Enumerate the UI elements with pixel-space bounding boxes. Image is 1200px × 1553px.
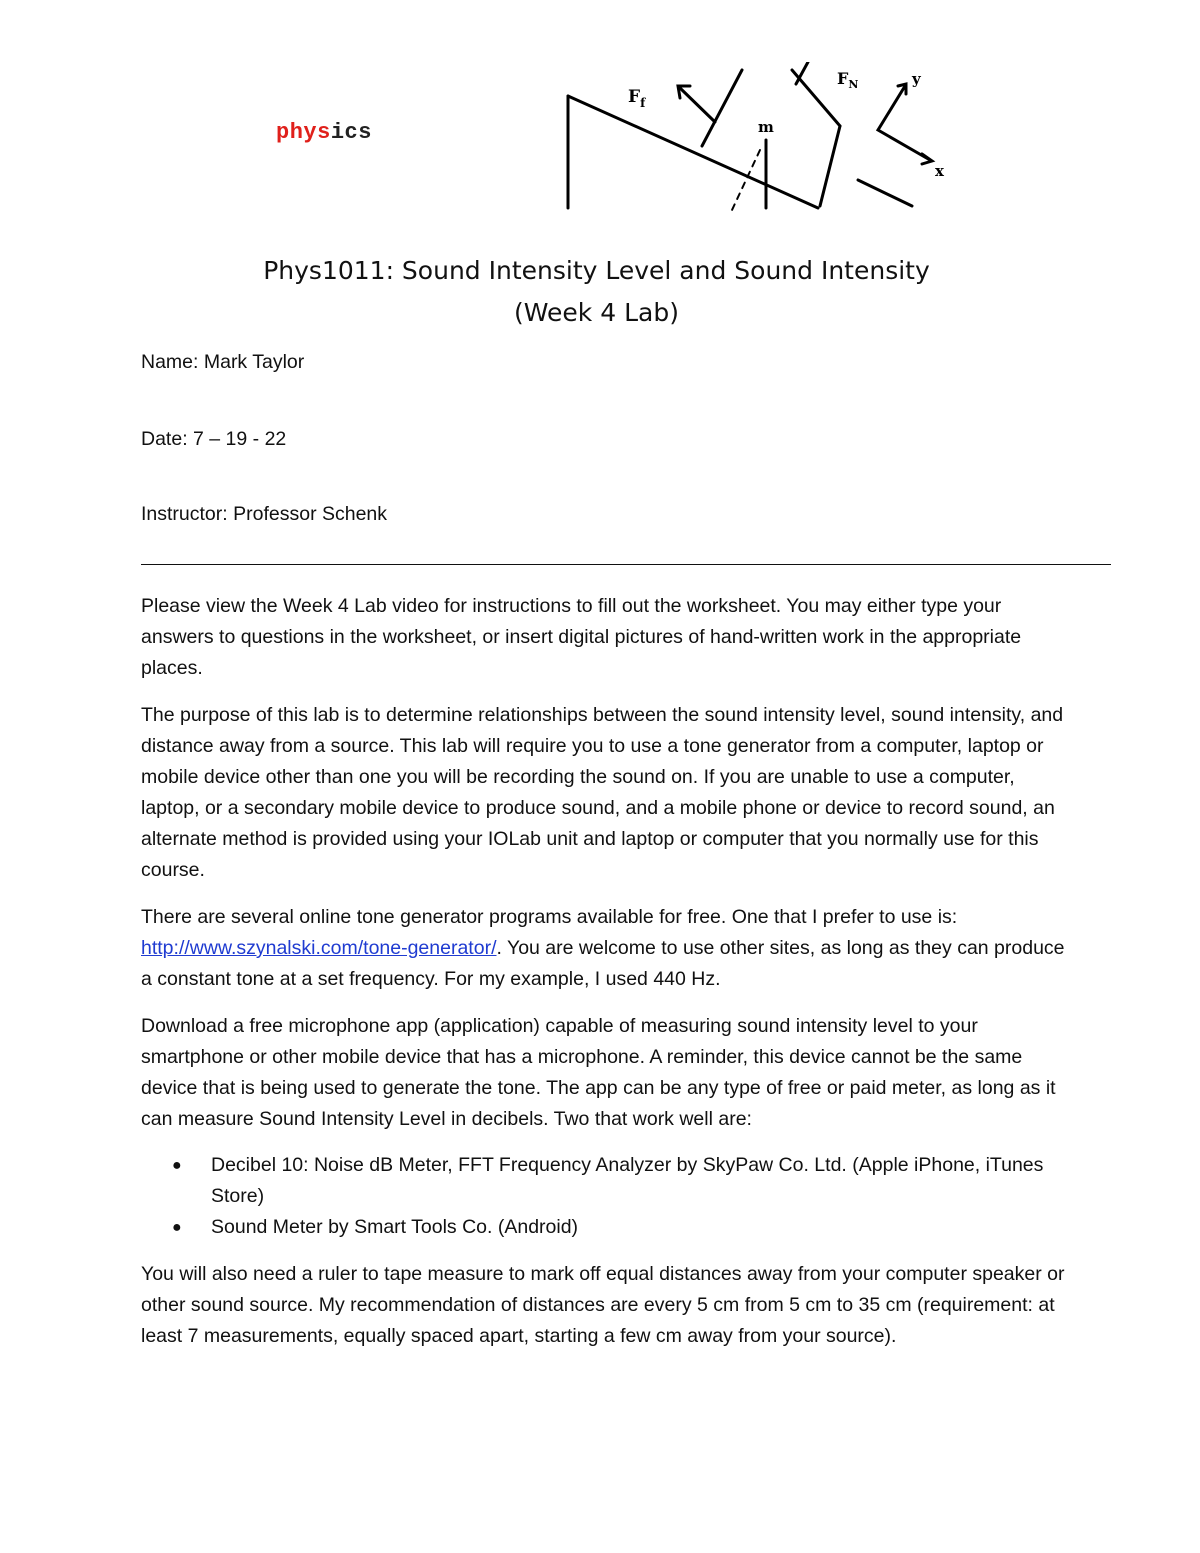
document-subtitle: (Week 4 Lab) <box>514 298 679 327</box>
bullet-icon: ● <box>172 1157 182 1174</box>
list-item: ● Decibel 10: Noise dB Meter, FFT Frequency Analyzer by SkyPaw Co. Ltd. (Apple iPhone, iTunes Store) <box>141 1150 1071 1212</box>
logo-part-red: phys <box>276 120 331 145</box>
name-field: Name: Mark Taylor <box>141 351 305 373</box>
label-x-axis: x <box>935 162 944 180</box>
label-mass: m <box>758 118 774 136</box>
friction-arrow-shaft <box>680 88 715 122</box>
ruler-paragraph: You will also need a ruler to tape measure to mark off equal distances away from your computer speaker or other sound source. My recommendation of distances are every 5 cm from 5 cm to 35 cm (requirement: at least 7 measurements, equally spaced apart, starting a few cm away from your source). <box>141 1263 1065 1347</box>
bullet-icon: ● <box>172 1219 182 1236</box>
document-title: Phys1011: Sound Intensity Level and Sound Intensity <box>263 256 930 285</box>
label-normal: $F_N$ <box>837 69 859 91</box>
bottom-arrow-line <box>858 180 912 206</box>
app-list <box>141 1150 1071 1243</box>
block-left-edge <box>702 70 742 146</box>
block-bottom-edge <box>820 126 840 206</box>
incline-slope <box>568 96 818 208</box>
label-y-axis: y <box>912 70 921 88</box>
purpose-paragraph: The purpose of this lab is to determine relationships between the sound intensity level, sound intensity, and distance away from a source. This lab will require you to use a tone generator from a computer, laptop or mobile device other than one you will be recording the sound on. If you are unable to use a computer, laptop, or a secondary mobile device to produce sound, and a mobile phone or device to record sound, an alternate method is provided using your IOLab unit and laptop or computer that you normally use for this course. <box>141 704 1064 881</box>
list-item: ● Sound Meter by Smart Tools Co. (Android) <box>141 1212 1071 1243</box>
tone-generator-paragraph: There are several online tone generator programs available for free. One that I prefer to use is: http://www.szynalski.com/tone-generator/. You are welcome to use other sites, as long as they can produce a constant tone at a set frequency. For my example, I used 440 Hz. <box>141 906 1065 990</box>
tone-generator-link[interactable]: http://www.szynalski.com/tone-generator/ <box>141 937 497 959</box>
date-field: Date: 7 – 19 - 22 <box>141 428 287 450</box>
inclined-plane-diagram <box>560 62 980 212</box>
instructor-field: Instructor: Professor Schenk <box>141 503 388 525</box>
microphone-app-paragraph: Download a free microphone app (application) capable of measuring sound intensity level to your smartphone or other mobile device that has a microphone. A reminder, this device cannot be the same device that is being used to generate the tone. The app can be any type of free or paid meter, as long as it can measure Sound Intensity Level in decibels. Two that work well are: <box>141 1015 1056 1130</box>
x-axis-arrowhead <box>922 154 932 164</box>
axis-frame <box>878 86 930 160</box>
logo-part-dark: ics <box>330 120 372 145</box>
label-friction: $F_f$ <box>628 87 646 110</box>
instructions-paragraph: Please view the Week 4 Lab video for instructions to fill out the worksheet. You may either type your answers to questions in the worksheet, or insert digital pictures of hand-written work in the appropriate places. <box>141 595 1022 679</box>
header-divider <box>141 564 1111 565</box>
physics-logo <box>276 120 372 145</box>
